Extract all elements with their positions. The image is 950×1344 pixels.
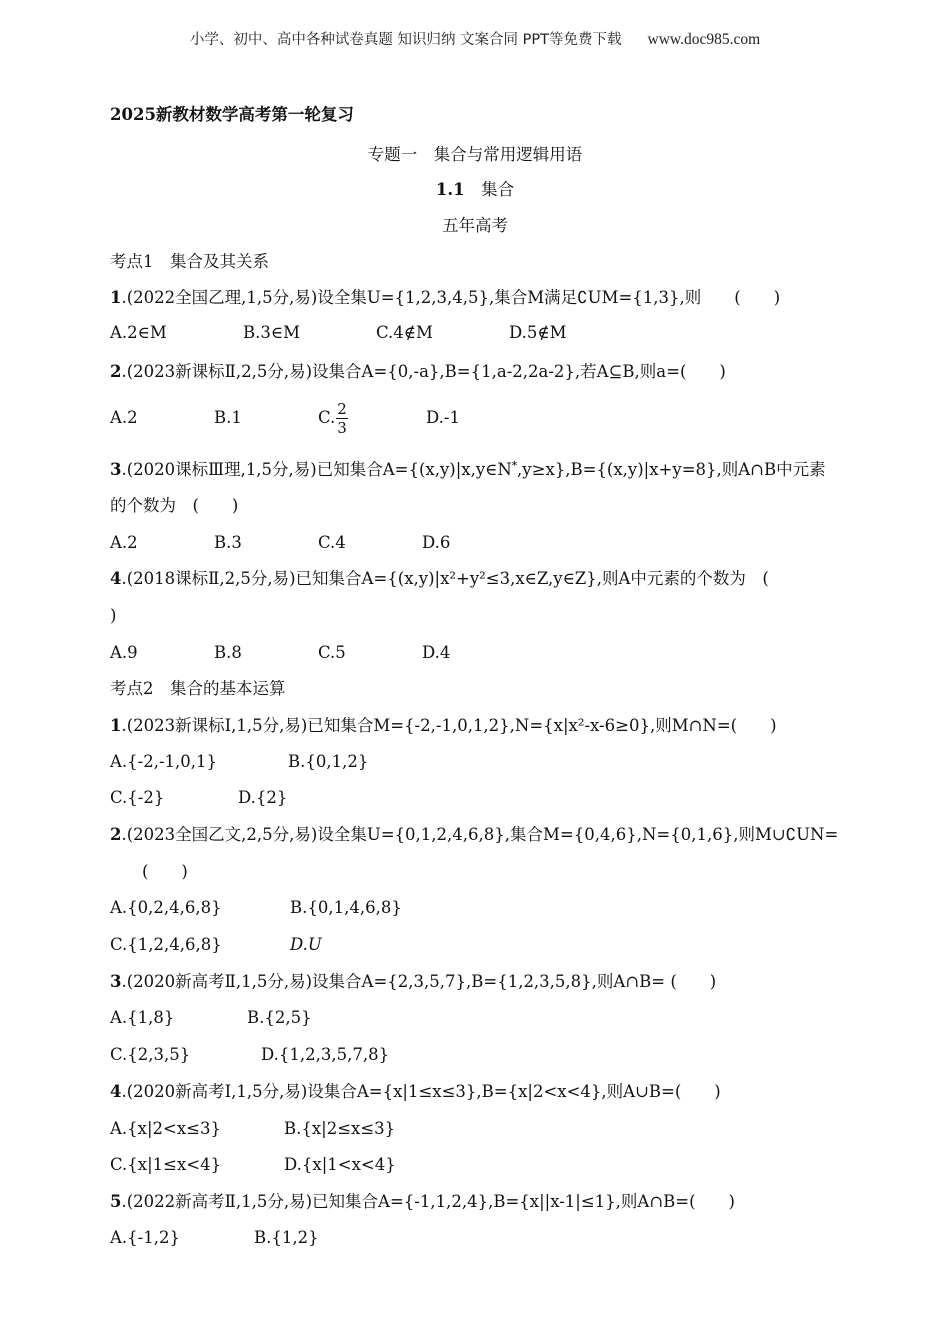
kp1-q2-options <box>110 398 460 438</box>
fraction: $\frac{2}{3}$ <box>337 400 347 437</box>
question-number: 5 <box>110 1192 122 1211</box>
question-number: 4 <box>110 1082 122 1101</box>
kp1-q1-stem <box>110 287 780 309</box>
option-c: C.5 <box>318 643 346 662</box>
kp2-q1-options-cd <box>110 787 287 809</box>
option-c: C.4 <box>318 533 346 552</box>
option-d: D.5∉M <box>509 323 567 342</box>
kp1-q2-stem <box>110 361 726 383</box>
header-text: 小学、初中、高中各种试卷真题 知识归纳 文案合同 PPT等免费下载 <box>189 32 622 48</box>
option-a: A.2∈M <box>110 323 167 342</box>
option-b: B.{x|2≤x≤3} <box>284 1119 396 1138</box>
kp2-q1-stem <box>110 715 777 737</box>
option-a: A.{1,8} <box>110 1008 175 1027</box>
option-d: D.-1 <box>426 408 460 427</box>
option-a: A.{-2,-1,0,1} <box>110 752 218 771</box>
kp2-title: 考点2 集合的基本运算 <box>110 679 286 698</box>
page-header <box>0 28 950 49</box>
question-text: .(2023新课标Ⅱ,2,5分,易)设集合A={0,-a},B={1,a-2,2a-2},若A⊆B,则a=( ) <box>121 362 726 381</box>
option-d: D.{2} <box>238 788 288 807</box>
option-b: B.8 <box>214 643 242 662</box>
option-a: A.{-1,2} <box>110 1228 180 1247</box>
question-number: 2 <box>110 825 122 844</box>
question-number: 2 <box>110 362 122 381</box>
kp2-q4-options-cd <box>110 1154 396 1176</box>
question-text: .(2023新课标Ⅰ,1,5分,易)已知集合M={-2,-1,0,1,2},N={x|x²-x-6≥0},则M∩N=( ) <box>121 716 777 735</box>
option-c: C.{-2} <box>110 788 165 807</box>
option-b: B.3∈M <box>243 323 300 342</box>
kp2-q2-stem-cont: ( ) <box>142 862 188 881</box>
option-d: D.{x|1<x<4} <box>284 1155 396 1174</box>
kp1-q4-stem <box>110 568 769 590</box>
question-number: 3 <box>110 972 122 991</box>
part-title: 五年高考 <box>442 216 508 235</box>
kp1-q4-options <box>110 642 450 664</box>
option-b: B.{2,5} <box>247 1008 312 1027</box>
section-title <box>0 179 950 201</box>
option-c: C.4∉M <box>376 323 433 342</box>
kp2-q1-options-ab <box>110 751 368 773</box>
kp1-q4-stem-cont: ) <box>110 606 117 625</box>
kp2-q5-stem <box>110 1191 735 1213</box>
kp1-q3-stem: 3.(2020课标Ⅲ理,1,5分,易)已知集合A={(x,y)|x,y∈N*,y≥x},B={(x,y)|x+y=8},则A∩B中元素 <box>110 460 826 479</box>
question-text: .(2020新高考Ⅱ,1,5分,易)设集合A={2,3,5,7},B={1,2,3,5,8},则A∩B= ( ) <box>121 972 717 991</box>
option-a: A.{0,2,4,6,8} <box>110 898 222 917</box>
kp1-q3-stem-cont: 的个数为 ( ) <box>110 496 239 515</box>
option-b: B.{1,2} <box>254 1228 319 1247</box>
kp2-q3-options-ab <box>110 1007 312 1029</box>
option-d: D.4 <box>422 643 451 662</box>
question-text: .(2023全国乙文,2,5分,易)设全集U={0,1,2,4,6,8},集合M={0,4,6},N={0,1,6},则M∪∁UN= <box>121 825 839 844</box>
topic-title: 专题一 集合与常用逻辑用语 <box>367 145 583 164</box>
question-text: .(2022新高考Ⅱ,1,5分,易)已知集合A={-1,1,2,4},B={x||x-1|≤1},则A∩B=( ) <box>121 1192 735 1211</box>
kp2-q2-stem <box>110 824 838 846</box>
kp2-q4-stem <box>110 1081 721 1103</box>
option-d: D.{1,2,3,5,7,8} <box>261 1045 390 1064</box>
kp2-q3-stem <box>110 971 716 993</box>
option-b: B.3 <box>214 533 242 552</box>
option-b: B.{0,1,4,6,8} <box>290 898 402 917</box>
question-number: 1 <box>110 716 122 735</box>
option-c: C.{x|1≤x<4} <box>110 1155 222 1174</box>
question-text: .(2020新高考Ⅰ,1,5分,易)设集合A={x|1≤x≤3},B={x|2<x<4},则A∪B=( ) <box>121 1082 721 1101</box>
question-text: .(2022全国乙理,1,5分,易)设全集U={1,2,3,4,5},集合M满足∁UM={1,3},则 ( ) <box>121 288 781 307</box>
kp1-title: 考点1 集合及其关系 <box>110 252 269 271</box>
kp2-q5-options-ab <box>110 1227 319 1249</box>
option-c: C.{1,2,4,6,8} <box>110 935 222 954</box>
option-a: A.2 <box>110 408 138 427</box>
option-d: D.U <box>290 935 322 954</box>
section-number: 1.1 <box>435 180 465 199</box>
option-b: B.{0,1,2} <box>288 752 369 771</box>
section-name: 集合 <box>481 180 515 199</box>
question-number: 1 <box>110 288 122 307</box>
option-c: C.{2,3,5} <box>110 1045 191 1064</box>
option-a: A.{x|2<x≤3} <box>110 1119 221 1138</box>
kp2-q3-options-cd <box>110 1044 389 1066</box>
kp1-q1-options <box>110 322 567 344</box>
question-number: 3 <box>110 460 122 479</box>
option-d: D.6 <box>422 533 451 552</box>
kp1-q3-options <box>110 532 450 554</box>
kp2-q2-options-cd <box>110 934 322 956</box>
header-url[interactable]: www.doc985.com <box>647 31 761 48</box>
option-b: B.1 <box>214 408 242 427</box>
question-number: 4 <box>110 569 122 588</box>
kp2-q2-options-ab <box>110 897 402 919</box>
option-c: C. $\frac{2}{3}$ <box>318 400 347 437</box>
question-text: .(2018课标Ⅱ,2,5分,易)已知集合A={(x,y)|x²+y²≤3,x∈Z,y∈Z},则A中元素的个数为 ( <box>121 569 769 588</box>
option-a: A.9 <box>110 643 138 662</box>
option-a: A.2 <box>110 533 138 552</box>
doc-title: 2025新教材数学高考第一轮复习 <box>110 105 354 124</box>
kp2-q4-options-ab <box>110 1118 395 1140</box>
